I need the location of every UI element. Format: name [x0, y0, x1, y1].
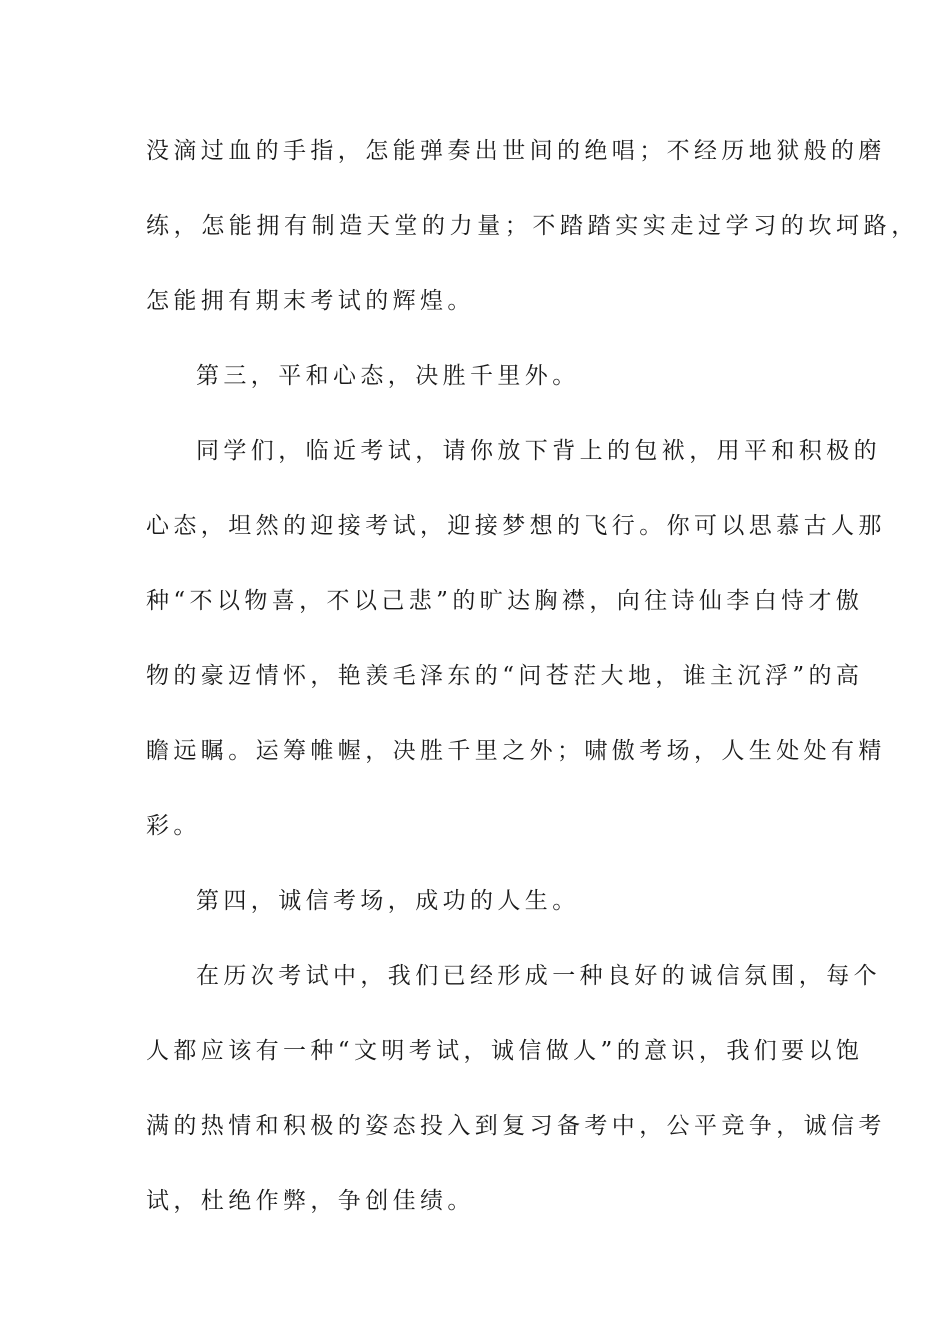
paragraph-line: 没滴过血的手指，怎能弹奏出世间的绝唱；不经历地狱般的磨	[146, 138, 886, 164]
paragraph-line: 人都应该有一种“文明考试，诚信做人”的意识，我们要以饱	[146, 1038, 864, 1064]
paragraph-line: 彩。	[146, 813, 201, 839]
paragraph-line: 试，杜绝作弊，争创佳绩。	[146, 1188, 475, 1214]
document-body	[146, 126, 919, 1251]
paragraph-line: 在历次考试中，我们已经形成一种良好的诚信氛围，每个	[196, 963, 881, 989]
paragraph-line: 满的热情和积极的姿态投入到复习备考中，公平竞争，诚信考	[146, 1113, 886, 1139]
section-heading-3: 第三，平和心态，决胜千里外。	[196, 363, 580, 389]
paragraph-line: 同学们，临近考试，请你放下背上的包袱，用平和积极的	[196, 438, 881, 464]
paragraph-line: 物的豪迈情怀，艳羡毛泽东的“问苍茫大地，谁主沉浮”的高	[146, 663, 864, 689]
paragraph-line: 瞻远瞩。运筹帷幄，决胜千里之外；啸傲考场，人生处处有精	[146, 738, 886, 764]
section-heading-4: 第四，诚信考场，成功的人生。	[196, 888, 580, 914]
paragraph-line: 练，怎能拥有制造天堂的力量；不踏踏实实走过学习的坎坷路，	[146, 213, 919, 239]
paragraph-line: 怎能拥有期末考试的辉煌。	[146, 288, 475, 314]
paragraph-line: 种“不以物喜，不以己悲”的旷达胸襟，向往诗仙李白恃才傲	[146, 588, 864, 614]
paragraph-line: 心态，坦然的迎接考试，迎接梦想的飞行。你可以思慕古人那	[146, 513, 886, 539]
